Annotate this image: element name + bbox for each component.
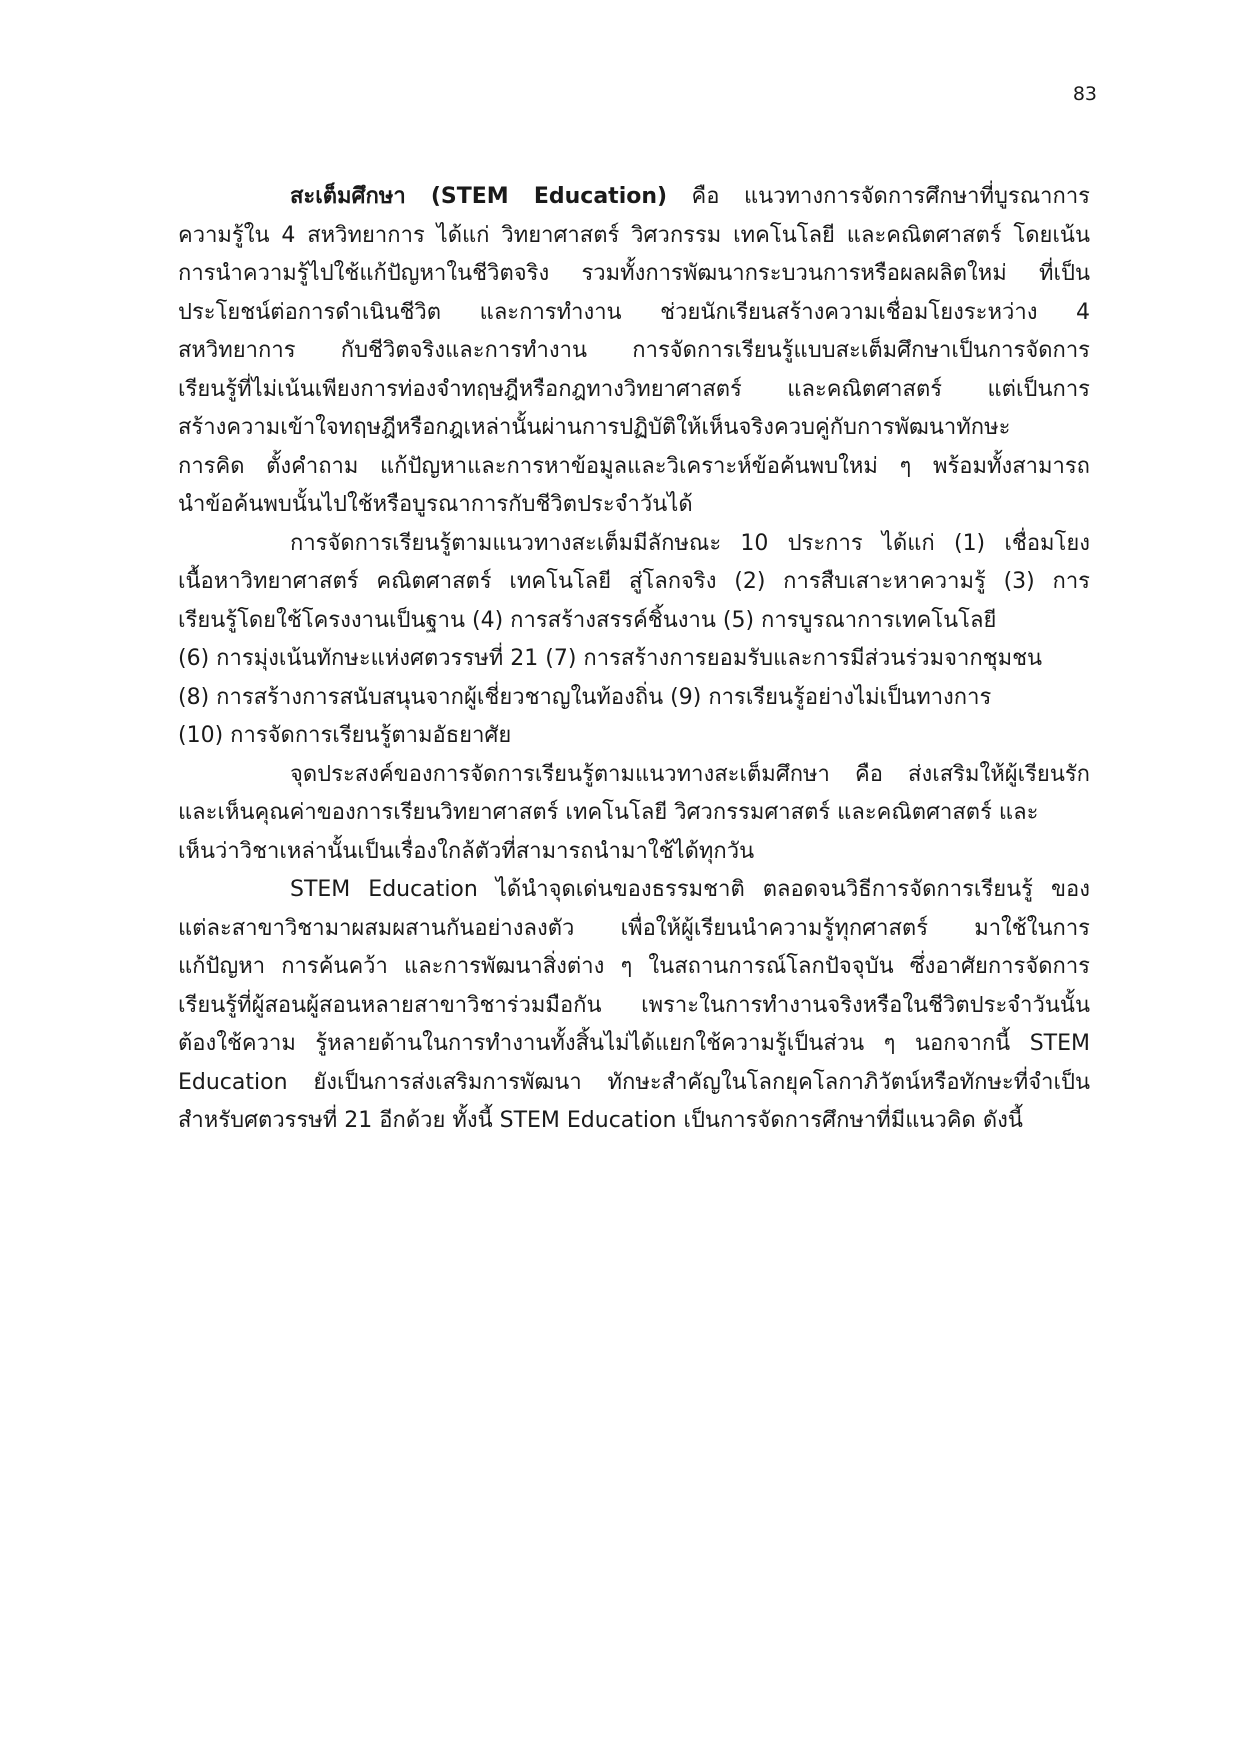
paragraph-stem-education: [178, 871, 1090, 1141]
text-line: ความรู้ใน 4 สหวิทยาการ ได้แก่ วิทยาศาสตร์ วิศวกรรม เทคโนโลยี และคณิตศาสตร์ โดยเน้น: [178, 222, 1090, 248]
text-line: [178, 178, 1090, 217]
text-line: สหวิทยาการ กับชีวิตจริงและการทำงาน การจัดการเรียนรู้แบบสะเต็มศึกษาเป็นการจัดการ: [178, 338, 1090, 363]
text-line: เรียนรู้ที่ไม่เน้นเพียงการท่องจำทฤษฎีหรือกฎทางวิทยาศาสตร์ และคณิตศาสตร์ แต่เป็นการ: [178, 376, 1090, 402]
text-line: ต้องใช้ความ รู้หลายด้านในการทำงานทั้งสิ้นไม่ได้แยกใช้ความรู้เป็นส่วน ๆ นอกจากนี้ STEM: [178, 1031, 1090, 1056]
text-line: (10) การจัดการเรียนรู้ตามอัธยาศัย: [178, 723, 512, 748]
text-line: นำข้อค้นพบนั้นไปใช้หรือบูรณาการกับชีวิตประจำวันได้: [178, 492, 693, 517]
text-line: การจัดการเรียนรู้ตามแนวทางสะเต็มมีลักษณะ 10 ประการ ได้แก่ (1) เชื่อมโยง: [290, 530, 1090, 556]
text-line: Education ยังเป็นการส่งเสริมการพัฒนา ทักษะสำคัญในโลกยุคโลกาภิวัตน์หรือทักษะที่จำเป็น: [178, 1069, 1090, 1095]
document-body: [178, 178, 1090, 1141]
text-span: คือ แนวทางการจัดการศึกษาที่บูรณาการ: [667, 184, 1090, 209]
text-line: เรียนรู้ที่ผู้สอนผู้สอนหลายสาขาวิชาร่วมมือกัน เพราะในการทำงานจริงหรือในชีวิตประจำวันนั้น: [178, 992, 1090, 1018]
text-line: เนื้อหาวิทยาศาสตร์ คณิตศาสตร์ เทคโนโลยี สู่โลกจริง (2) การสืบเสาะหาความรู้ (3) การ: [178, 569, 1090, 594]
text-line: จุดประสงค์ของการจัดการเรียนรู้ตามแนวทางสะเต็มศึกษา คือ ส่งเสริมให้ผู้เรียนรัก: [290, 761, 1090, 787]
text-line: (6) การมุ่งเน้นทักษะแห่งศตวรรษที่ 21 (7) การสร้างการยอมรับและการมีส่วนร่วมจากชุมชน: [178, 646, 1043, 671]
text-line: สำหรับศตวรรษที่ 21 อีกด้วย ทั้งนี้ STEM Education เป็นการจัดการศึกษาที่มีแนวคิด ดังนี้: [178, 1108, 1023, 1133]
paragraph-stem-objective: [178, 756, 1090, 872]
text-line: แต่ละสาขาวิชามาผสมผสานกันอย่างลงตัว เพื่อให้ผู้เรียนนำความรู้ทุกศาสตร์ มาใช้ในการ: [178, 915, 1090, 941]
text-line: STEM Education ได้นำจุดเด่นของธรรมชาติ ตลอดจนวิธีการจัดการเรียนรู้ ของ: [290, 877, 1090, 902]
paragraph-stem-definition: [178, 178, 1090, 525]
page-number: 83: [1072, 83, 1097, 105]
text-line: แก้ปัญหา การค้นคว้า และการพัฒนาสิ่งต่าง ๆ ในสถานการณ์โลกปัจจุบัน ซึ่งอาศัยการจัดการ: [178, 954, 1090, 979]
term-heading: สะเต็มศึกษา (STEM Education): [290, 184, 668, 209]
text-line: เรียนรู้โดยใช้โครงงานเป็นฐาน (4) การสร้างสรรค์ชิ้นงาน (5) การบูรณาการเทคโนโลยี: [178, 607, 997, 633]
text-line: และเห็นคุณค่าของการเรียนวิทยาศาสตร์ เทคโนโลยี วิศวกรรมศาสตร์ และคณิตศาสตร์ และ: [178, 800, 1039, 825]
text-line: สร้างความเข้าใจทฤษฎีหรือกฎเหล่านั้นผ่านการปฏิบัติให้เห็นจริงควบคู่กับการพัฒนาทักษะ: [178, 415, 1011, 440]
text-line: ประโยชน์ต่อการดำเนินชีวิต และการทำงาน ช่วยนักเรียนสร้างความเชื่อมโยงระหว่าง 4: [178, 299, 1090, 325]
text-line: เห็นว่าวิชาเหล่านั้นเป็นเรื่องใกล้ตัวที่สามารถนำมาใช้ได้ทุกวัน: [178, 838, 755, 864]
text-line: การคิด ตั้งคำถาม แก้ปัญหาและการหาข้อมูลและวิเคราะห์ข้อค้นพบใหม่ ๆ พร้อมทั้งสามารถ: [178, 453, 1090, 479]
paragraph-stem-characteristics: [178, 525, 1090, 756]
text-line: การนำความรู้ไปใช้แก้ปัญหาในชีวิตจริง รวมทั้งการพัฒนากระบวนการหรือผลผลิตใหม่ ที่เป็น: [178, 261, 1090, 286]
text-line: (8) การสร้างการสนับสนุนจากผู้เชี่ยวชาญในท้องถิ่น (9) การเรียนรู้อย่างไม่เป็นทางการ: [178, 684, 992, 710]
